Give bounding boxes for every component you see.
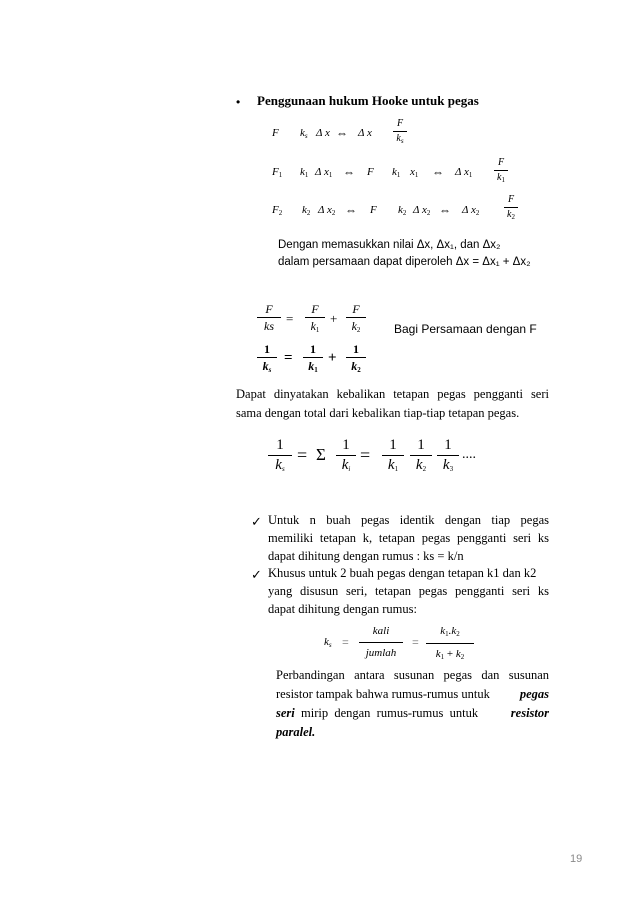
eq-symbol: Δ $x_1$ (315, 166, 333, 179)
equals-sign: = (412, 635, 419, 649)
eq-symbol: F (367, 166, 374, 178)
paragraph-line: sama dengan total dari kebalikan tiap-tiap tetapan pegas. (236, 406, 520, 420)
equivalence-arrow: ⇔ (432, 165, 444, 179)
equals-sign: = (286, 311, 294, 326)
section-heading: Penggunaan hukum Hooke untuk pegas (257, 93, 479, 108)
eq-fraction: 1 $k_1$ (303, 343, 323, 374)
eq-symbol: $k_2$ (302, 204, 311, 217)
sigma-symbol: Σ (316, 445, 326, 464)
check-item-line: memiliki tetapan k, tetapan pegas pengganti seri ks (268, 531, 549, 545)
eq-symbol: Δ $x_2$ (318, 204, 336, 217)
equals-sign: = (342, 635, 349, 649)
eq-symbol: Δ x (316, 127, 330, 139)
eq-symbol: ks (300, 127, 308, 140)
check-item-line: dapat dihitung dengan rumus : ks = k/n (268, 549, 464, 563)
eq-fraction: 1 ks (257, 343, 277, 374)
final-paragraph-line: Perbandingan antara susunan pegas dan susunan (276, 668, 549, 682)
eq-symbol: $k_1$ (300, 166, 309, 179)
check-item-line: dapat dihitung dengan rumus: (268, 602, 417, 616)
eq-fraction: F ks (257, 303, 281, 332)
eq-symbol: F (272, 127, 279, 139)
eq-symbol: Δ x (358, 127, 372, 139)
eq-symbol: Δ $x_1$ (455, 166, 473, 179)
eq-fraction: F $k_1$ (305, 303, 325, 334)
paragraph-line: Dapat dinyatakan kebalikan tetapan pegas pengganti seri (236, 387, 549, 401)
eq-fraction: kali jumlah (359, 626, 403, 659)
eq-symbol: $F_2$ (272, 204, 283, 217)
eq-fraction: F $k_s$ (393, 119, 407, 145)
checkmark-icon: ✓ (251, 567, 262, 582)
eq-fraction: F $k_2$ (346, 303, 366, 334)
eq-fraction: 1 $k_3$ (437, 438, 459, 473)
eq-fraction: 1 ks (268, 438, 292, 473)
eq-symbol: Δ $x_2$ (462, 204, 480, 217)
eq-symbol: Δ $x_2$ (413, 204, 431, 217)
note-line: dalam persamaan dapat diperoleh Δx = Δx₁ + Δx₂ (278, 256, 531, 268)
eq-symbol: $F_1$ (272, 166, 283, 179)
final-paragraph-line: paralel. (276, 725, 316, 739)
equivalence-arrow: ⇔ (336, 126, 348, 140)
check-item-line: Khusus untuk 2 buah pegas dengan tetapan k1 dan k2 (268, 566, 537, 580)
equivalence-arrow: ⇔ (343, 165, 355, 179)
equivalence-arrow: ⇔ (439, 203, 451, 217)
eq-symbol: ks (324, 636, 332, 649)
note-line: Dengan memasukkan nilai Δx, Δx₁, dan Δx₂ (278, 239, 501, 251)
eq-fraction: $k_1.k_2$ $k_1 + k_2$ (426, 626, 474, 661)
side-label: Bagi Persamaan dengan F (394, 322, 537, 336)
eq-fraction: 1 $k_2$ (410, 438, 432, 473)
equals-sign: = (297, 445, 308, 465)
checkmark-icon: ✓ (251, 514, 262, 529)
check-item-line: yang disusun seri, tetapan pegas pengganti seri ks (268, 584, 549, 598)
ellipsis: .... (462, 447, 476, 462)
final-paragraph-line: resistor tampak bahwa rumus-rumus untuk pegas (276, 687, 549, 701)
eq-symbol: $k_2$ (398, 204, 407, 217)
check-item-line: Untuk n buah pegas identik dengan tiap pegas (268, 513, 549, 527)
eq-fraction: 1 $k_2$ (346, 343, 366, 374)
final-paragraph-line: seri mirip dengan rumus-rumus untuk resistor (276, 706, 549, 720)
eq-symbol: $x_1$ (410, 166, 419, 179)
page-number: 19 (570, 853, 583, 865)
eq-fraction: 1 ki (336, 438, 356, 473)
eq-fraction: 1 $k_1$ (382, 438, 404, 473)
eq-fraction: F $k_1$ (494, 158, 508, 184)
equivalence-arrow: ⇔ (345, 203, 357, 217)
eq-symbol: $k_1$ (392, 166, 401, 179)
bullet-icon: • (236, 95, 241, 109)
equals-sign: = (284, 350, 293, 366)
plus-sign: + (328, 350, 337, 366)
equals-sign: = (360, 445, 371, 465)
eq-symbol: F (370, 204, 377, 216)
plus-sign: + (330, 311, 338, 326)
eq-fraction: F $k_2$ (504, 195, 518, 221)
